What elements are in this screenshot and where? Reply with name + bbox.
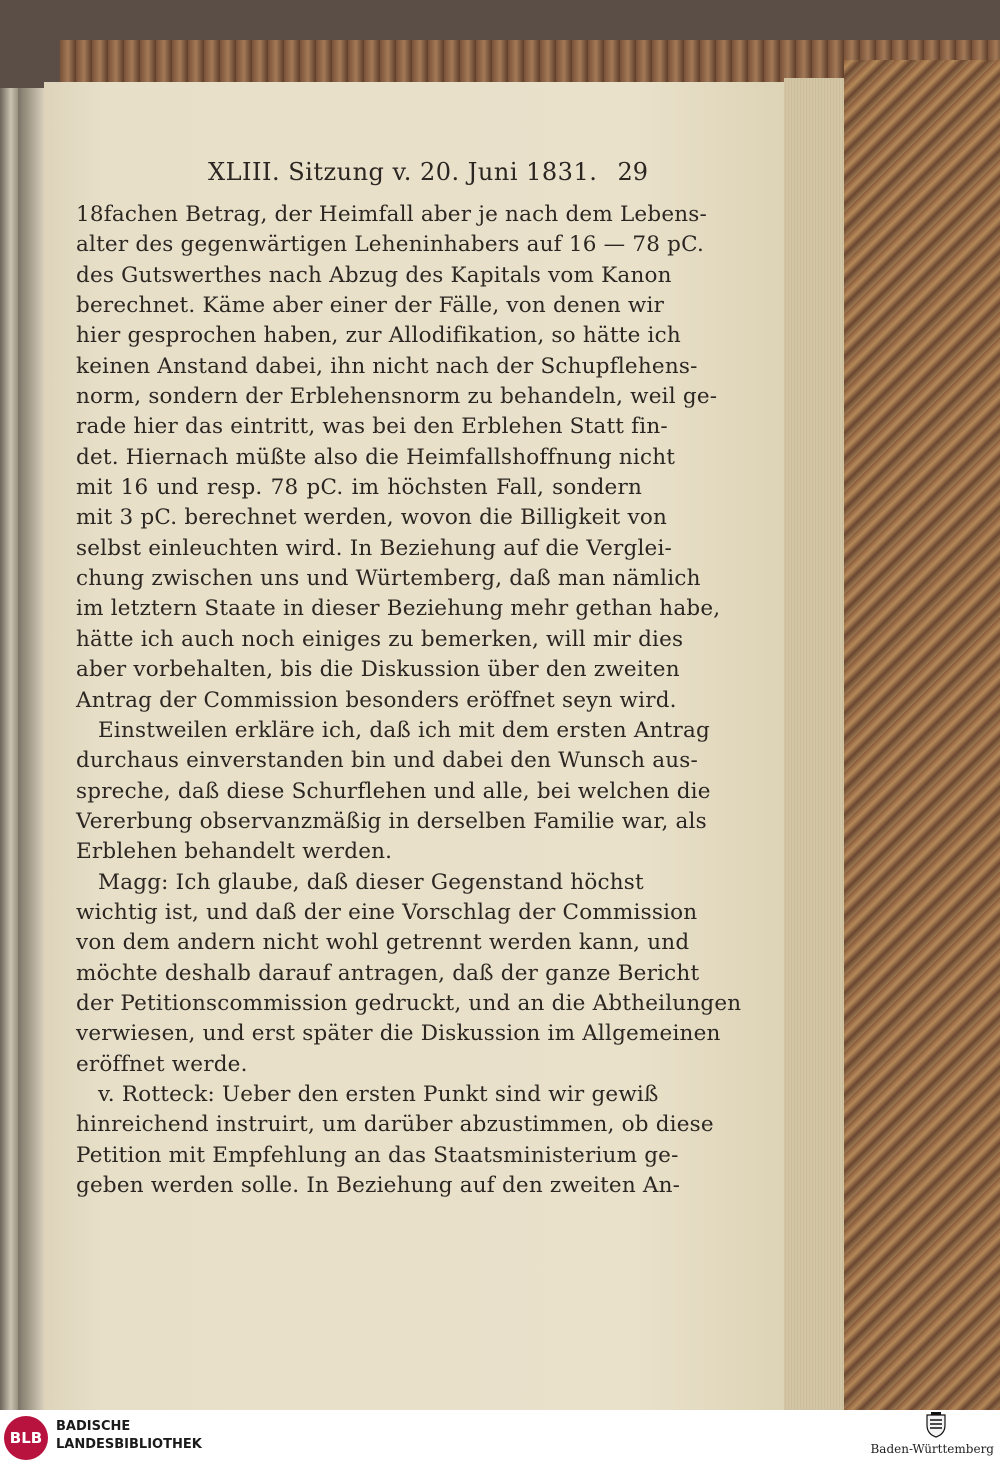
text-line: Antrag der Commission besonders eröffnet seyn wird. (76, 687, 677, 713)
page-edges (784, 78, 844, 1410)
text-line: norm, sondern der Erblehensnorm zu behandeln, weil ge- (76, 384, 718, 410)
text-line: 18fachen Betrag, der Heimfall aber je nach dem Lebens- (76, 202, 707, 227)
left-page-edge (0, 88, 18, 1410)
page-body-text (76, 200, 742, 1201)
blb-logo[interactable] (4, 1416, 48, 1460)
text-line: im letztern Staate in dieser Beziehung mehr gethan habe, (76, 596, 721, 622)
running-title: XLIII. Sitzung v. 20. Juni 1831. (208, 158, 598, 186)
library-name[interactable] (56, 1418, 202, 1454)
text-line: chung zwischen uns und Würtemberg, daß man nämlich (76, 566, 701, 592)
text-line: der Petitionscommission gedruckt, und an die Abtheilungen (76, 990, 742, 1016)
text-line: von dem andern nicht wohl getrennt werden kann, und (76, 930, 690, 956)
text-line: mit 3 pC. berechnet werden, wovon die Billigkeit von (76, 505, 668, 531)
text-line: Erblehen behandelt werden. (76, 839, 393, 865)
page-header (80, 152, 648, 196)
blb-logo-text: BLB (9, 1429, 43, 1447)
page-number: 29 (617, 158, 648, 186)
text-line: Petition mit Empfehlung an das Staatsministerium ge- (76, 1142, 679, 1168)
text-line: des Gutswerthes nach Abzug des Kapitals vom Kanon (76, 262, 672, 288)
text-line: mit 16 und resp. 78 pC. im höchsten Fall, sondern (76, 475, 642, 501)
library-name-line2: LANDESBIBLIOTHEK (56, 1437, 202, 1452)
text-line: Einstweilen erkläre ich, daß ich mit dem ersten Antrag (98, 717, 710, 743)
library-name-line1: BADISCHE (56, 1419, 131, 1434)
coat-of-arms-icon (925, 1412, 947, 1438)
text-line: alter des gegenwärtigen Leheninhabers auf 16 — 78 pC. (76, 232, 705, 258)
text-line: möchte deshalb darauf antragen, daß der ganze Bericht (76, 960, 700, 986)
text-line: Vererbung observanzmäßig in derselben Familie war, als (76, 808, 707, 834)
text-line: durchaus einverstanden bin und dabei den Wunsch aus- (76, 748, 699, 774)
text-line: berechnet. Käme aber einer der Fälle, von denen wir (76, 293, 665, 319)
text-line: spreche, daß diese Schurflehen und alle, bei welchen die (76, 778, 711, 804)
text-line: geben werden solle. In Beziehung auf den zweiten An- (76, 1173, 681, 1198)
book-cover-edge (844, 60, 1000, 1410)
text-line: eröffnet werde. (76, 1051, 248, 1077)
text-line: hinreichend instruirt, um darüber abzustimmen, ob diese (76, 1112, 714, 1138)
text-line: keinen Anstand dabei, ihn nicht nach der Schupflehens- (76, 353, 698, 379)
text-line: hätte ich auch noch einiges zu bemerken, will mir dies (76, 626, 684, 652)
text-line: v. Rotteck: Ueber den ersten Punkt sind wir gewiß (98, 1081, 659, 1107)
book-gutter (18, 88, 44, 1410)
text-line: hier gesprochen haben, zur Allodifikation, so hätte ich (76, 323, 681, 349)
text-line: verwiesen, und erst später die Diskussion im Allgemeinen (76, 1021, 721, 1047)
text-line: det. Hiernach müßte also die Heimfallshoffnung nicht (76, 444, 676, 470)
text-line: aber vorbehalten, bis die Diskussion über den zweiten (76, 657, 680, 683)
text-line: Magg: Ich glaube, daß dieser Gegenstand höchst (98, 869, 644, 895)
text-line: wichtig ist, und daß der eine Vorschlag der Commission (76, 899, 698, 925)
text-line: selbst einleuchten wird. In Beziehung auf die Verglei- (76, 535, 672, 561)
text-line: rade hier das eintritt, was bei den Erblehen Statt fin- (76, 414, 668, 440)
viewer-footer (0, 1410, 1000, 1462)
state-name[interactable]: Baden-Württemberg (870, 1442, 994, 1456)
